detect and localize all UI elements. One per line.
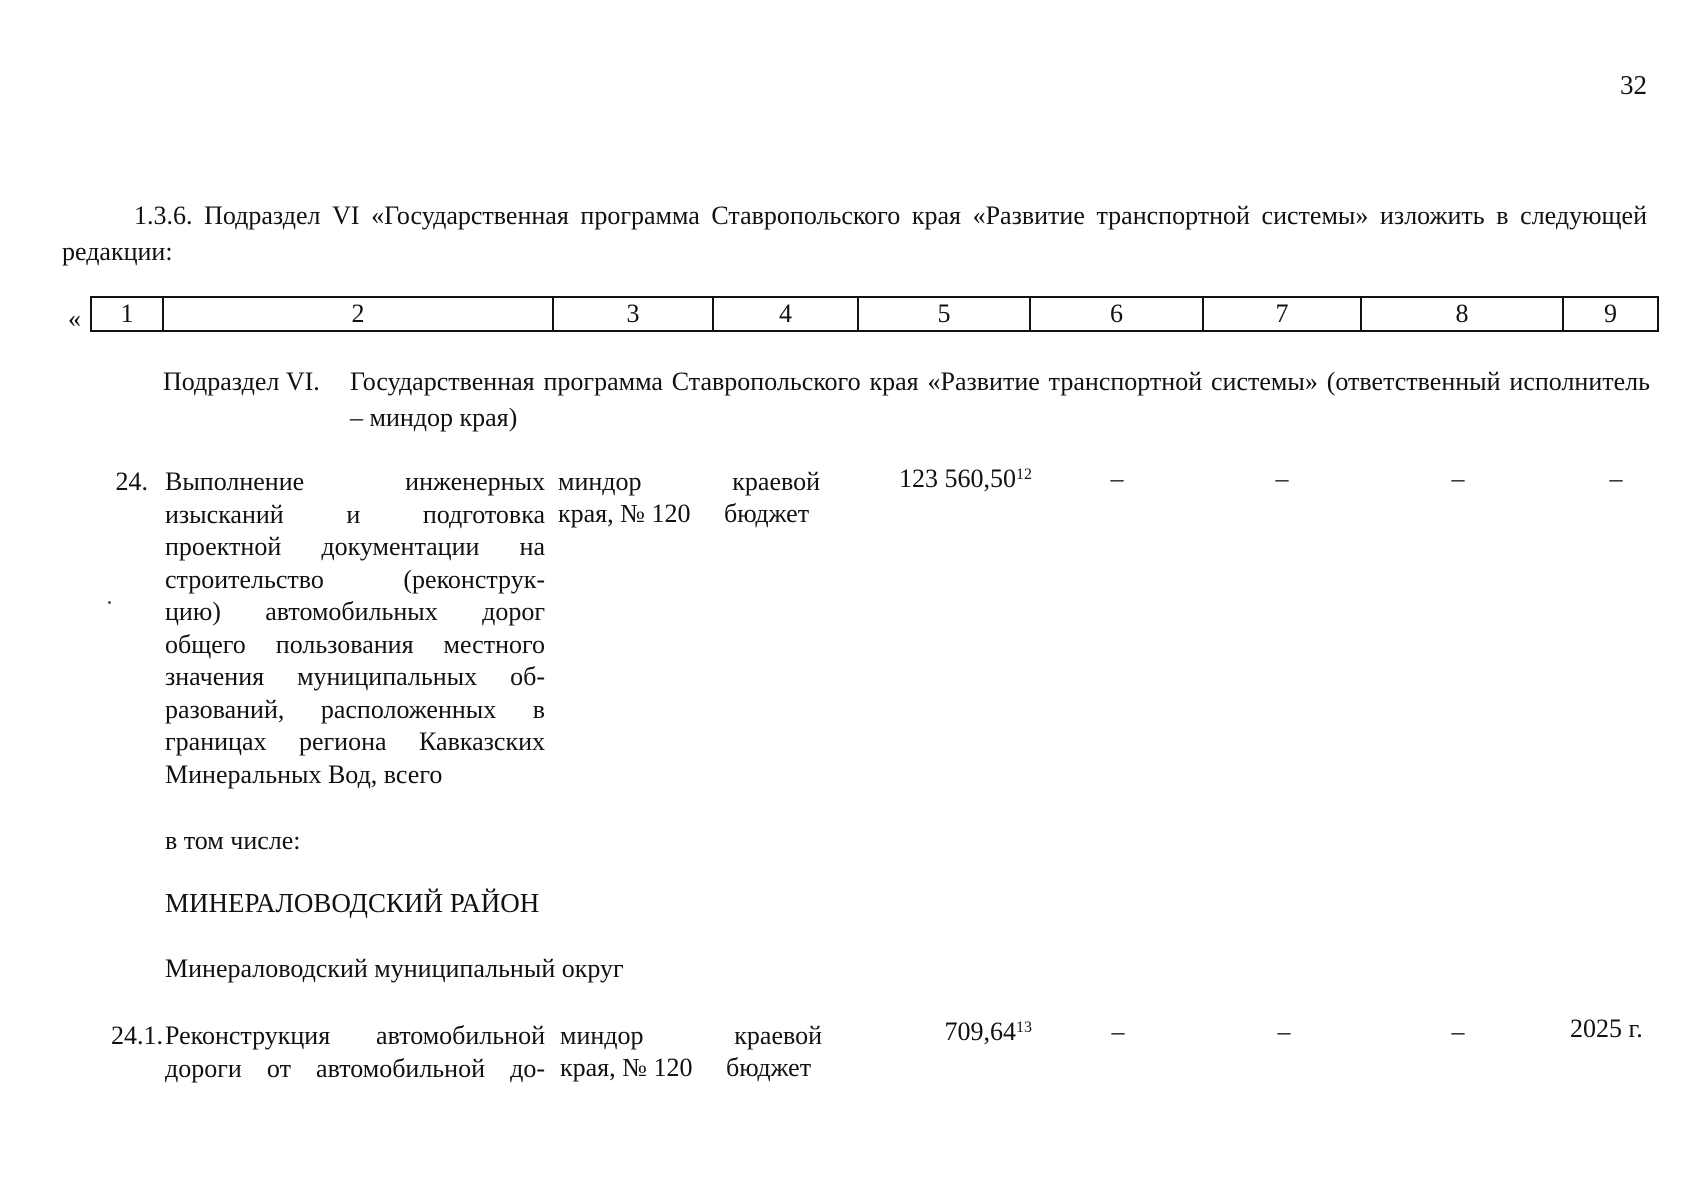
column-number-cell: 7	[1203, 297, 1361, 331]
executor-name: миндор	[560, 1021, 644, 1050]
row-name-line: Реконструкция автомобильной	[165, 1021, 545, 1050]
section-label: Подраздел VI.	[163, 367, 320, 396]
amount-footnote: 13	[1016, 1019, 1032, 1036]
row-name-line: разований, расположенных в	[165, 694, 545, 724]
executor-code: края, № 120	[558, 499, 691, 528]
row-name-line: проектной документации на	[165, 532, 545, 561]
municipal-okrug-heading: Минераловодский муниципальный округ	[165, 954, 624, 983]
funding-source-line2: бюджет	[724, 499, 810, 528]
intro-paragraph: 1.3.6. Подраздел VI «Государственная программа Ставропольского края «Развитие транспортной системы» изложить в следующей редакции:	[62, 201, 1647, 266]
row-amount	[860, 463, 1032, 495]
row-col7: –	[1275, 464, 1289, 493]
column-number-cell: 8	[1361, 297, 1563, 331]
scan-speck	[108, 601, 111, 604]
executor-code: края, № 120	[560, 1053, 693, 1082]
funding-source-line2: бюджет	[726, 1053, 812, 1082]
row-col6: –	[1110, 464, 1124, 493]
column-number-header	[90, 296, 1659, 332]
row-name	[165, 1020, 545, 1085]
row-col8: –	[1451, 464, 1465, 493]
section-title: Государственная программа Ставропольского края «Развитие транспортной системы» (ответственный исполнитель – миндор края)	[350, 367, 1650, 432]
row-executor-line	[560, 1020, 822, 1053]
page-number: 32	[1620, 70, 1647, 100]
row-col8: –	[1451, 1017, 1465, 1046]
funding-source: краевой	[732, 467, 820, 496]
amount-footnote: 12	[1016, 466, 1032, 483]
row-name-line: общего пользования местного	[165, 629, 545, 659]
row-name	[165, 466, 545, 791]
column-number-cell: 5	[858, 297, 1030, 331]
column-number-cell: 9	[1563, 297, 1658, 331]
amount-value: 123 560,50	[899, 464, 1016, 493]
row-col7: –	[1277, 1017, 1291, 1046]
funding-source: краевой	[734, 1021, 822, 1050]
row-name-line: границах региона Кавказских	[165, 727, 545, 756]
column-number-row	[91, 297, 1658, 331]
row-number: 24.	[115, 467, 148, 496]
row-executor-line	[558, 466, 820, 499]
including-label: в том числе:	[165, 826, 301, 855]
row-name-line: значения муниципальных об-	[165, 662, 545, 691]
row-number: 24.1.	[111, 1021, 163, 1050]
column-number-cell: 3	[553, 297, 713, 331]
amount-value: 709,64	[944, 1017, 1016, 1046]
row-amount	[860, 1016, 1032, 1048]
column-number-cell: 1	[91, 297, 163, 331]
column-number-cell: 4	[713, 297, 858, 331]
row-name-line: цию) автомобильных дорог	[165, 597, 545, 626]
opening-quote: «	[68, 304, 81, 333]
row-name-line: изысканий и подготовка	[165, 499, 545, 529]
row-name-line: дороги от автомобильной до-	[165, 1053, 545, 1083]
column-number-cell: 2	[163, 297, 553, 331]
column-number-cell: 6	[1030, 297, 1203, 331]
row-col6: –	[1111, 1017, 1125, 1046]
district-heading: МИНЕРАЛОВОДСКИЙ РАЙОН	[165, 888, 540, 918]
row-col9: –	[1609, 464, 1623, 493]
row-name-line: Выполнение инженерных	[165, 467, 545, 496]
row-name-line: Минеральных Вод, всего	[165, 759, 443, 789]
executor-name: миндор	[558, 467, 642, 496]
row-name-line: строительство (реконструк-	[165, 564, 545, 594]
row-col9: 2025 г.	[1570, 1014, 1643, 1043]
